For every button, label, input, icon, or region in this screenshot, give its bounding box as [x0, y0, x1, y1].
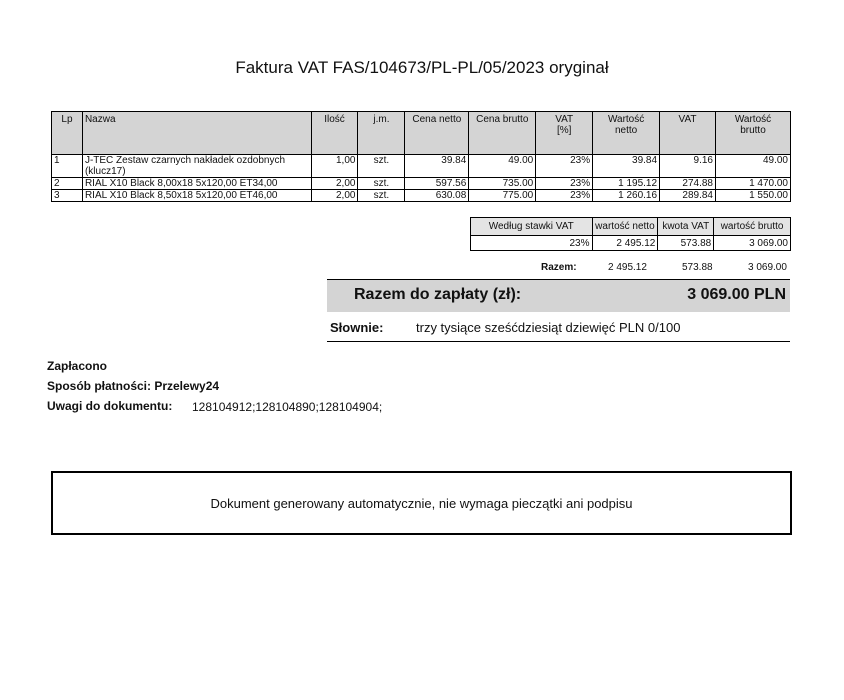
cell-cena-brutto: 735.00: [469, 178, 536, 190]
table-row: [52, 155, 791, 178]
do-zaplaty-value: 3 069.00 PLN: [687, 286, 786, 303]
uwagi-value: 128104912;128104890;128104904;: [192, 400, 383, 414]
cell-brutto: 3 069.00: [714, 236, 791, 251]
uwagi-label: Uwagi do dokumentu:: [47, 399, 173, 413]
do-zaplaty-bar: [327, 279, 790, 312]
cell-wartosc-netto: 1 195.12: [593, 178, 660, 190]
cell-stawka: 23%: [471, 236, 593, 251]
cell-nazwa: RIAL X10 Black 8,50x18 5x120,00 ET46,00: [82, 190, 311, 202]
cell-nazwa: J-TEC Zestaw czarnych nakładek ozdobnych (klucz17): [82, 155, 311, 178]
header-cena-brutto: Cena brutto: [469, 112, 536, 155]
cell-kwota: 573.88: [658, 236, 714, 251]
cell-vat: 9.16: [660, 155, 716, 178]
cell-wartosc-netto: 39.84: [593, 155, 660, 178]
header-netto: wartość netto: [592, 218, 658, 236]
header-brutto: wartość brutto: [714, 218, 791, 236]
header-jm: j.m.: [358, 112, 405, 155]
cell-jm: szt.: [358, 178, 405, 190]
vat-summary-table: [470, 217, 791, 251]
razem-netto: 2 495.12: [608, 262, 647, 273]
cell-vat: 274.88: [660, 178, 716, 190]
header-vat-pct-line2: [%]: [556, 125, 572, 136]
do-zaplaty-label: Razem do zapłaty (zł):: [354, 286, 522, 303]
header-wartosc-brutto-line1: Wartość: [734, 114, 772, 125]
header-vat-pct-line1: VAT: [555, 114, 574, 125]
cell-vat-pct: 23%: [536, 190, 593, 202]
cell-ilosc: 1,00: [311, 155, 358, 178]
slownie-row: [327, 312, 790, 342]
header-wartosc-netto-line2: netto: [614, 125, 638, 136]
cell-cena-brutto: 49.00: [469, 155, 536, 178]
cell-vat: 289.84: [660, 190, 716, 202]
footer-note-box: [51, 471, 792, 535]
cell-wartosc-brutto: 49.00: [716, 155, 791, 178]
cell-cena-netto: 630.08: [405, 190, 469, 202]
invoice-title: Faktura VAT FAS/104673/PL-PL/05/2023 oryginał: [235, 58, 609, 77]
cell-wartosc-brutto: 1 470.00: [716, 178, 791, 190]
razem-brutto: 3 069.00: [748, 262, 787, 273]
razem-label: Razem:: [541, 262, 577, 273]
cell-jm: szt.: [358, 190, 405, 202]
slownie-label: Słownie:: [330, 320, 384, 335]
cell-ilosc: 2,00: [311, 190, 358, 202]
footer-note: Dokument generowany automatycznie, nie wymaga pieczątki ani podpisu: [210, 496, 633, 511]
header-wartosc-netto: [593, 112, 660, 155]
table-row: [52, 178, 791, 190]
table-row: [52, 190, 791, 202]
razem-vat: 573.88: [682, 262, 713, 273]
cell-ilosc: 2,00: [311, 178, 358, 190]
table-row: [471, 236, 791, 251]
header-stawka: Według stawki VAT: [471, 218, 593, 236]
slownie-value: trzy tysiące sześćdziesiąt dziewięć PLN 0/100: [416, 320, 681, 335]
cell-jm: szt.: [358, 155, 405, 178]
header-kwota: kwota VAT: [658, 218, 714, 236]
header-nazwa: Nazwa: [82, 112, 311, 155]
cell-lp: 2: [52, 178, 83, 190]
header-cena-netto: Cena netto: [405, 112, 469, 155]
cell-netto: 2 495.12: [592, 236, 658, 251]
header-vat: VAT: [660, 112, 716, 155]
cell-nazwa: RIAL X10 Black 8,00x18 5x120,00 ET34,00: [82, 178, 311, 190]
items-table: [51, 111, 791, 202]
cell-wartosc-brutto: 1 550.00: [716, 190, 791, 202]
header-lp: Lp: [52, 112, 83, 155]
vat-summary-header-row: [471, 218, 791, 236]
cell-vat-pct: 23%: [536, 155, 593, 178]
zaplacono-label: Zapłacono: [47, 359, 108, 373]
cell-lp: 1: [52, 155, 83, 178]
cell-cena-netto: 39.84: [405, 155, 469, 178]
header-wartosc-brutto-line2: brutto: [740, 125, 766, 136]
cell-lp: 3: [52, 190, 83, 202]
items-header-row: [52, 112, 791, 155]
header-vat-pct: [536, 112, 593, 155]
header-wartosc-brutto: [716, 112, 791, 155]
header-wartosc-netto-line1: Wartość: [607, 114, 645, 125]
sposob-platnosci: Sposób płatności: Przelewy24: [47, 379, 220, 393]
cell-wartosc-netto: 1 260.16: [593, 190, 660, 202]
cell-cena-netto: 597.56: [405, 178, 469, 190]
header-ilosc: Ilość: [311, 112, 358, 155]
cell-vat-pct: 23%: [536, 178, 593, 190]
cell-cena-brutto: 775.00: [469, 190, 536, 202]
